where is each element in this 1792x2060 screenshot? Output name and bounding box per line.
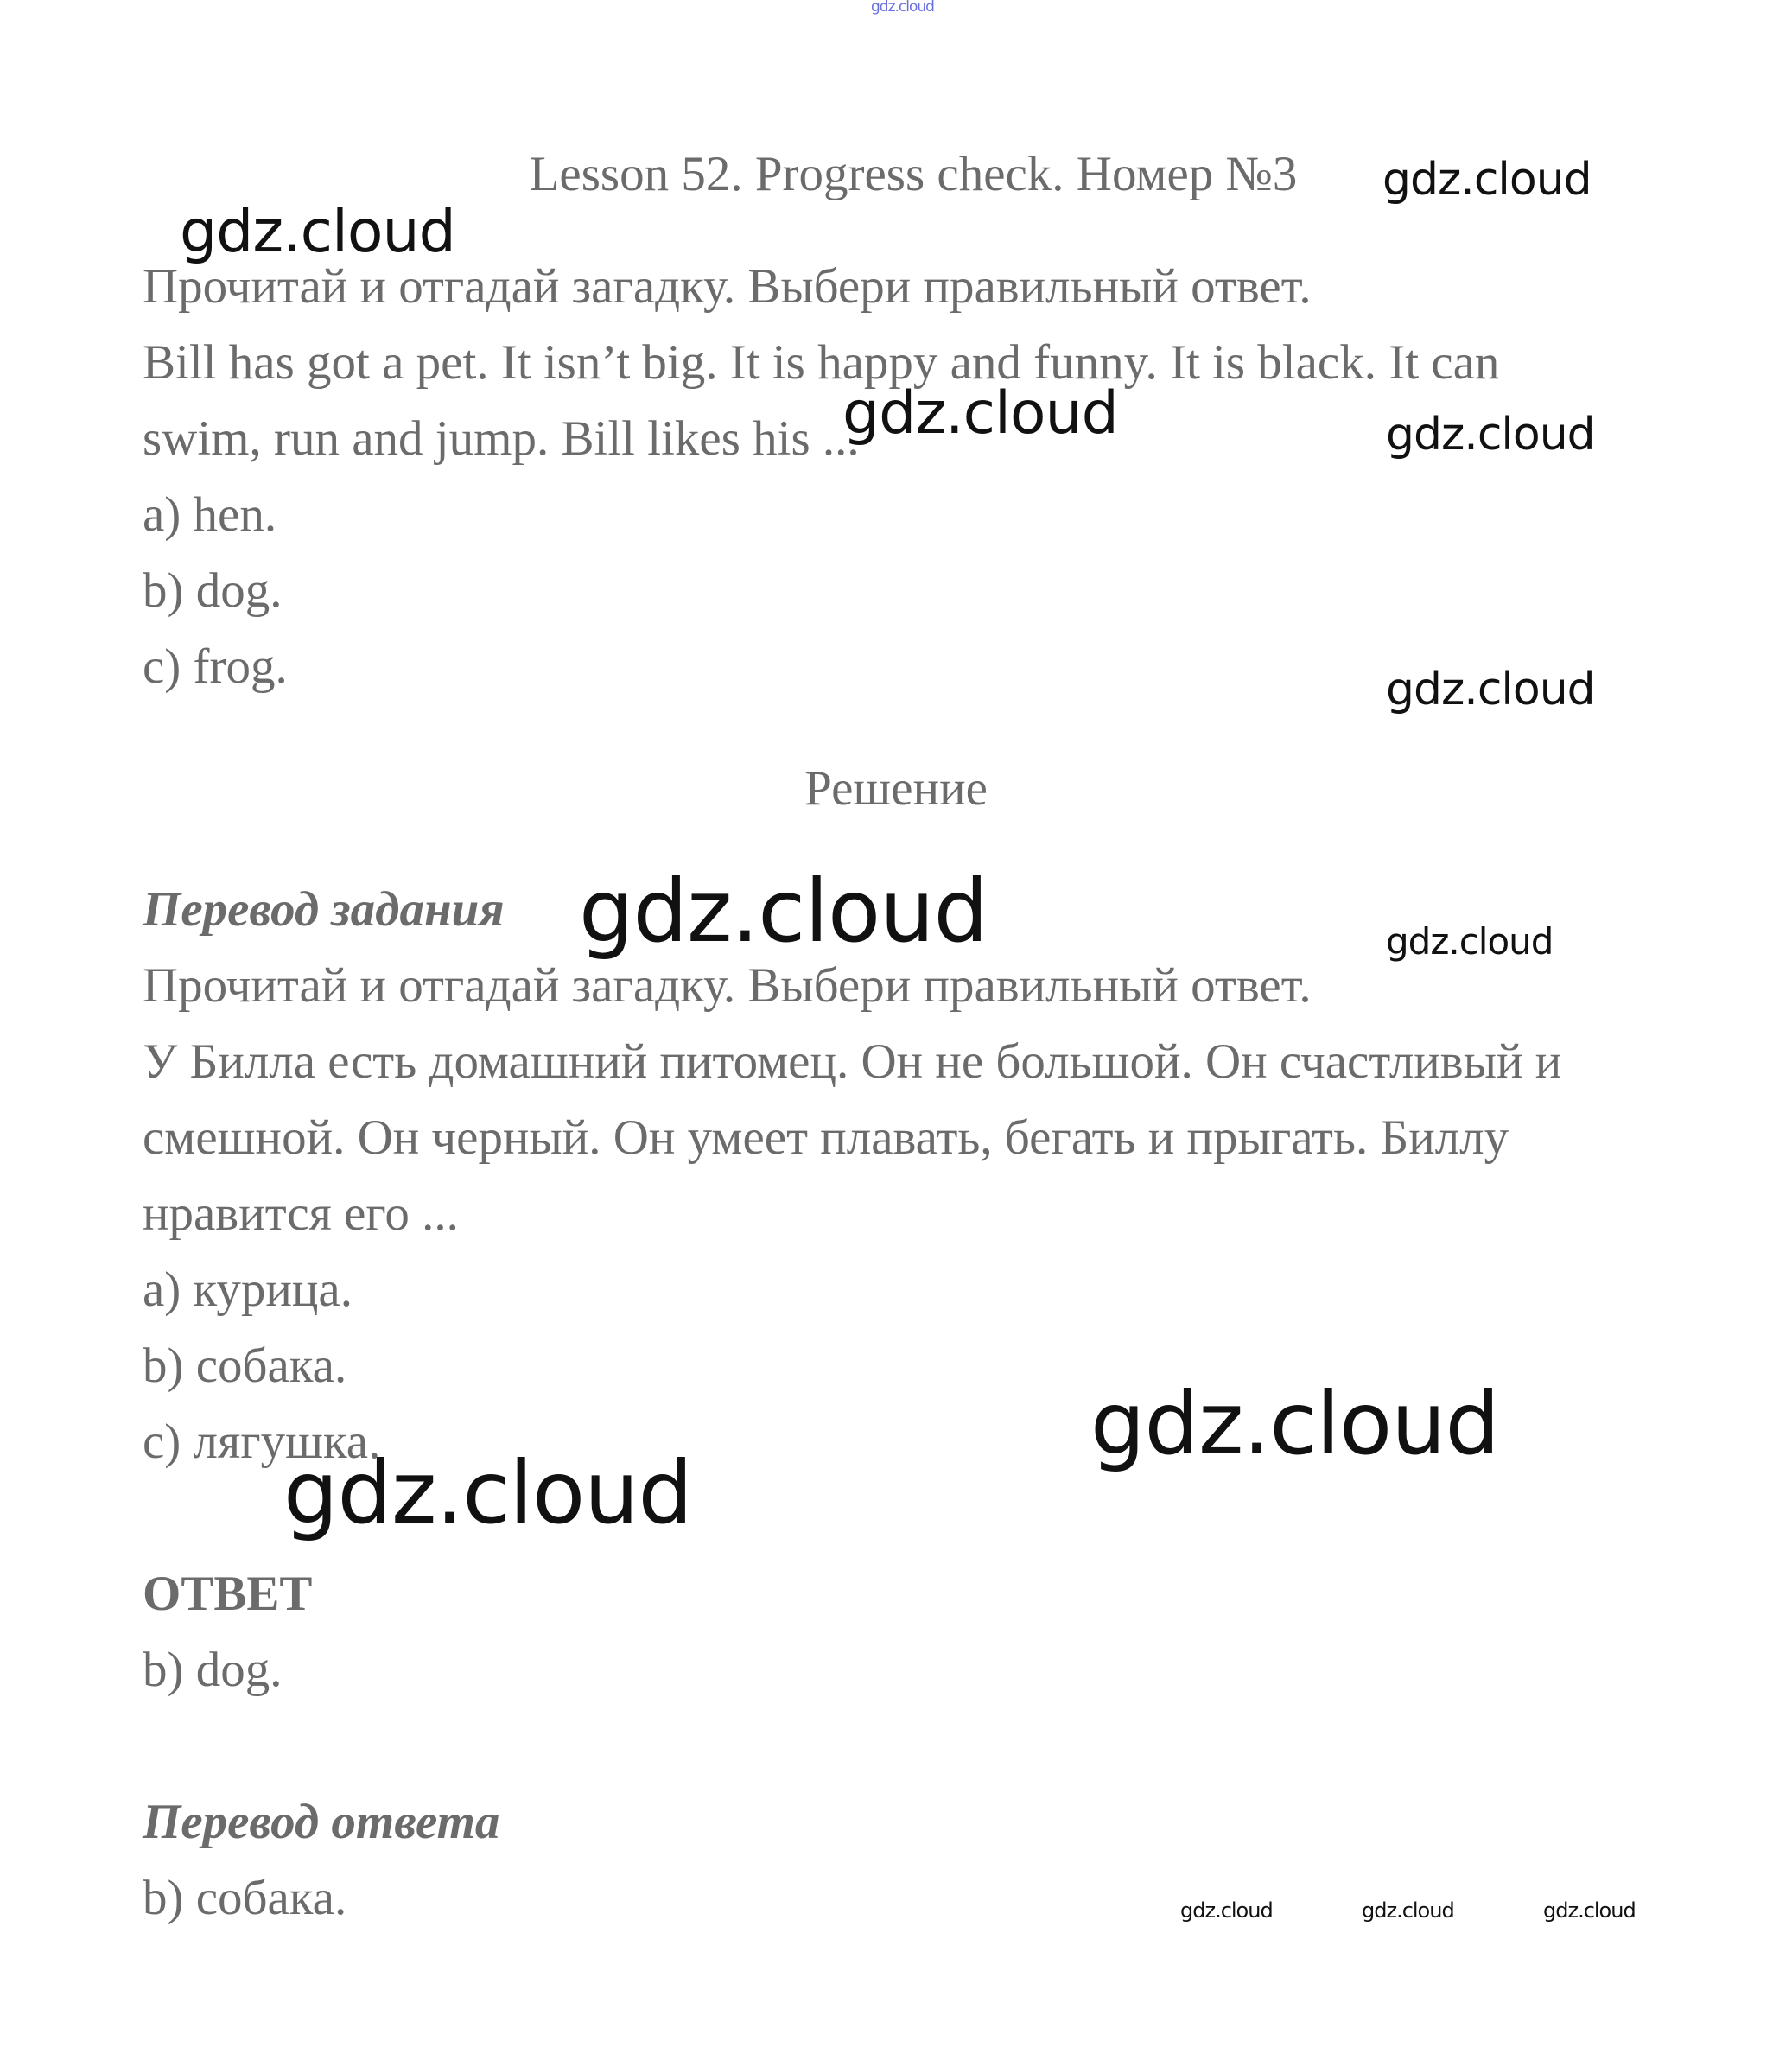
translation-option-c: c) лягушка. [143,1415,381,1469]
watermark: gdz.cloud [1090,1373,1500,1474]
page-title: Lesson 52. Progress check. Номер №3 [529,147,1298,201]
watermark: gdz.cloud [283,1442,693,1543]
answer-translation-text: b) собака. [143,1871,347,1925]
task-text-line-1: Bill has got a pet. It isn’t big. It is happy and funny. It is black. It can [143,335,1500,390]
answer-text: b) dog. [143,1643,283,1697]
task-option-a: a) hen. [143,487,277,542]
answer-translation-heading: Перевод ответа [143,1795,500,1849]
solution-heading: Решение [804,761,988,816]
watermark: gdz.cloud [1386,664,1595,715]
translation-line-3: нравится его ... [143,1186,459,1241]
translation-heading: Перевод задания [143,882,505,937]
translation-line-2: смешной. Он черный. Он умеет плавать, бегать и прыгать. Биллу [143,1110,1509,1165]
task-option-c: c) frog. [143,639,288,694]
watermark: gdz.cloud [579,861,988,962]
watermark: gdz.cloud [842,379,1118,448]
task-text-line-2: swim, run and jump. Bill likes his ... [143,411,860,466]
task-instruction: Прочитай и отгадай загадку. Выбери правильный ответ. [143,259,1312,314]
watermark-top: gdz.cloud [871,0,934,16]
task-option-b: b) dog. [143,563,283,618]
watermark: gdz.cloud [1386,920,1554,963]
watermark: gdz.cloud [1180,1898,1273,1923]
watermark: gdz.cloud [1386,409,1595,461]
translation-option-a: a) курица. [143,1262,353,1317]
watermark: gdz.cloud [1543,1898,1636,1923]
answer-heading: ОТВЕТ [143,1567,313,1621]
translation-instruction: Прочитай и отгадай загадку. Выбери правильный ответ. [143,958,1312,1013]
watermark: gdz.cloud [1362,1898,1454,1923]
translation-option-b: b) собака. [143,1338,347,1393]
translation-line-1: У Билла есть домашний питомец. Он не большой. Он счастливый и [143,1034,1562,1089]
watermark: gdz.cloud [180,198,455,266]
watermark: gdz.cloud [1382,154,1592,206]
